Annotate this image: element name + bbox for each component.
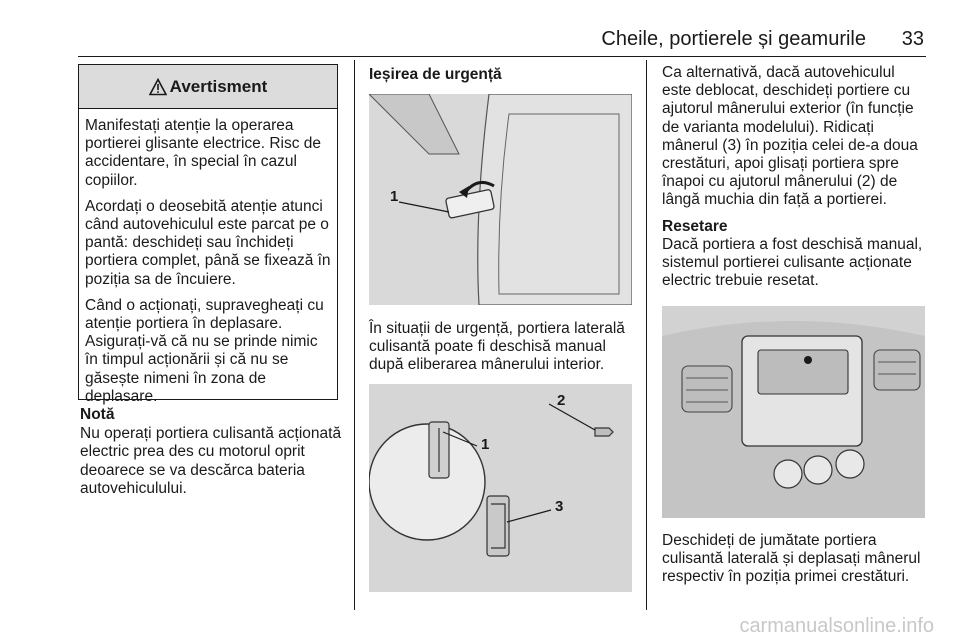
emergency-text: În situații de urgență, portiera laterală culisantă poate fi deschisă manual după eliberarea mânerului interior.	[369, 320, 625, 374]
emergency-title: Ieșirea de urgență	[369, 66, 502, 83]
column-divider-1	[354, 60, 355, 610]
warning-paragraph: Acordați o deosebită atenție atunci când autovehiculul este parcat pe o pantă: deschideți sau închideți portiera complet, până se fixează în poziția sa de încuiere.	[85, 197, 331, 288]
warning-paragraph: Manifestați atenție la operarea portierei glisante electrice. Risc de accidentare, în special în cazul copiilor.	[85, 117, 322, 189]
chapter-title: Cheile, portierele și geamurile	[601, 28, 866, 50]
warning-paragraph: Când o acționați, supravegheați cu atenție portiera în deplasare. Asigurați-vă că nu se prinde nimic în timpul acționării și că nu se găsește nimeni în zona de deplasare.	[85, 296, 324, 405]
warning-body	[79, 109, 337, 406]
watermark: carmanualsonline.info	[739, 615, 934, 637]
reset-title: Resetare	[662, 217, 728, 235]
alternative-paragraph: Ca alternativă, dacă autovehiculul este deblocat, deschideți portiere cu ajutorul mânerului exterior (în funcție de varianta modelului). Ridicați mânerul (3) în poziția celei de-a doua crestături, apoi glisați portiera spre înapoi cu ajutorul mânerului (2) de lângă muchia din față a portierei.	[662, 64, 918, 209]
right-column	[662, 64, 928, 290]
figure1-callout-1: 1	[390, 188, 399, 205]
emergency-section	[369, 64, 633, 84]
figure-dashboard	[662, 306, 925, 518]
door-handles-illustration	[369, 384, 632, 592]
warning-triangle-icon	[149, 78, 167, 96]
note-block	[80, 406, 342, 499]
final-paragraph: Deschideți de jumătate portiera culisantă laterală și deplasați mânerul respectiv în poziția primei crestături.	[662, 532, 921, 586]
reset-text: Dacă portiera a fost deschisă manual, sistemul portierei culisante acționate electric trebuie resetat.	[662, 235, 923, 290]
figure2-callout-1: 1	[481, 436, 490, 453]
figure2-callout-2: 2	[557, 392, 566, 409]
page-number: 33	[901, 28, 924, 50]
final-paragraph-block	[662, 532, 932, 587]
interior-handle-illustration	[369, 94, 632, 305]
emergency-text-block	[369, 320, 635, 375]
warning-header	[79, 65, 337, 109]
page-header	[78, 18, 926, 57]
dashboard-illustration	[662, 306, 925, 518]
figure-interior-handle	[369, 94, 632, 305]
warning-title: Avertisment	[169, 76, 268, 96]
note-title: Notă	[80, 406, 115, 423]
column-divider-2	[646, 60, 647, 610]
figure2-callout-3: 3	[555, 498, 564, 515]
warning-box	[78, 64, 338, 405]
figure-door-handles	[369, 384, 632, 592]
note-text: Nu operați portiera culisantă acționată electric prea des cu motorul oprit deoarece se va descărca bateria autovehiculului.	[80, 424, 342, 498]
